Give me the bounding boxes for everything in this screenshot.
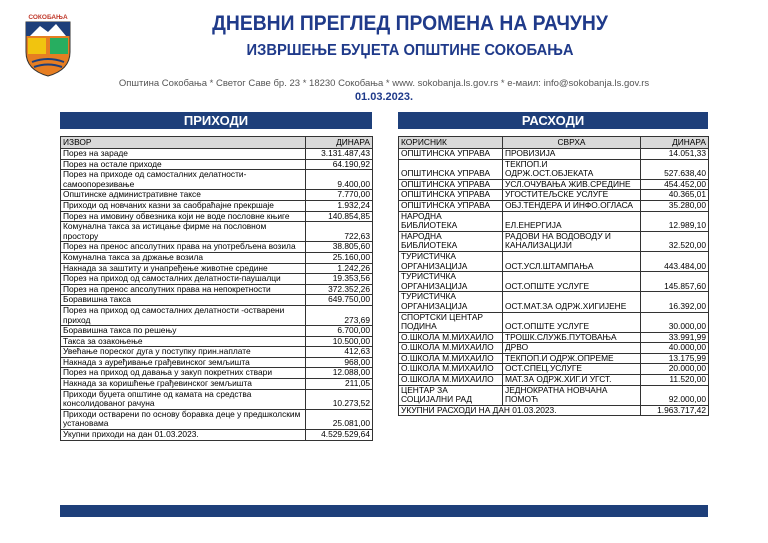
table-row [61, 347, 373, 358]
expense-user-cell: СПОРТСКИ ЦЕНТАР ПОДИНА [399, 312, 503, 332]
expense-user-cell: О.ШКОЛА М.МИХАИЛО [399, 364, 503, 375]
table-row [61, 284, 373, 295]
table-row [399, 332, 709, 343]
expense-amount-cell: 20.000,00 [641, 364, 709, 375]
expense-amount-cell: 14.051,33 [641, 149, 709, 160]
table-row [399, 272, 709, 292]
income-source-cell: Порез на приход од самосталних делатности -остварени приход [61, 305, 306, 325]
table-row [399, 312, 709, 332]
income-source-cell: Боравишна такса по решењу [61, 326, 306, 337]
income-total-row [61, 430, 373, 441]
table-row [399, 231, 709, 251]
income-source-cell: Комунална такса за држање возила [61, 252, 306, 263]
expense-amount-cell: 32.520,00 [641, 231, 709, 251]
expense-amount-cell: 16.392,00 [641, 292, 709, 312]
table-row [61, 368, 373, 379]
income-source-cell: Накнада за коришћење грађевинског земљишта [61, 379, 306, 390]
table-row [399, 343, 709, 354]
income-source-cell: Порез на приход од давања у закуп покретних ствари [61, 368, 306, 379]
expense-user-cell: ОПШТИНСКА УПРАВА [399, 149, 503, 160]
expense-purpose-cell: ОБЈ.ТЕНДЕРА И ИНФО.ОГЛАСА [503, 200, 641, 211]
income-source-cell: Приходи остварени по основу боравка деце у предшколским установама [61, 409, 306, 429]
table-row [61, 242, 373, 253]
expense-amount-cell: 92.000,00 [641, 385, 709, 405]
expense-purpose-cell: ОСТ.ОПШТЕ УСЛУГЕ [503, 272, 641, 292]
table-row [399, 385, 709, 405]
income-source-cell: Укупни приходи на дан 01.03.2023. [61, 430, 306, 441]
footer-bar [60, 505, 708, 517]
table-row [61, 263, 373, 274]
table-row [399, 149, 709, 160]
table-row [61, 305, 373, 325]
expense-user-cell: О.ШКОЛА М.МИХАИЛО [399, 375, 503, 386]
expense-amount-cell: 145.857,60 [641, 272, 709, 292]
table-row [61, 149, 373, 160]
income-table [60, 136, 373, 441]
table-row [399, 353, 709, 364]
table-row [61, 159, 373, 170]
income-source-cell: Приходи од новчаних казни за саобраћајне прекршаје [61, 200, 306, 211]
expense-table [398, 136, 709, 416]
contact-line: Општина Сокобања * Светог Саве бр. 23 * 18230 Сокобања * www. sokobanja.ls.gov.rs * е-маил: info@sokobanja.ls.gov.rs [118, 78, 650, 89]
income-amount-cell: 10.500,00 [306, 336, 373, 347]
expense-purpose-cell: ТЕКПОП.И ОДРЖ.ОСТ.ОБЈЕКАТА [503, 159, 641, 179]
expense-total-amount: 1.963.717,42 [641, 405, 709, 416]
expense-total-row [399, 405, 709, 416]
income-amount-cell: 140.854,85 [306, 211, 373, 222]
expense-user-cell: О.ШКОЛА М.МИХАИЛО [399, 332, 503, 343]
coat-of-arms-icon [22, 12, 74, 78]
table-row [61, 357, 373, 368]
expense-amount-cell: 12.989,10 [641, 211, 709, 231]
income-amount-cell: 64.190,92 [306, 159, 373, 170]
income-source-cell: Порез на имовину обвезника који не воде пословне књиге [61, 211, 306, 222]
table-row [399, 375, 709, 386]
income-amount-cell: 10.273,52 [306, 389, 373, 409]
income-source-cell: Увећање пореског дуга у поступку прин.наплате [61, 347, 306, 358]
income-amount-cell: 1.932,24 [306, 200, 373, 211]
income-source-cell: Порез на приход од самосталних делатности-паушалци [61, 274, 306, 285]
expense-user-cell: ТУРИСТИЧКА ОРГАНИЗАЦИЈА [399, 272, 503, 292]
expense-col-user: КОРИСНИК [399, 137, 503, 149]
income-source-cell: Порез на пренос апсолутних права на употребљена возила [61, 242, 306, 253]
expense-user-cell: ЦЕНТАР ЗА СОЦИЈАЛНИ РАД [399, 385, 503, 405]
expense-amount-cell: 35.280,00 [641, 200, 709, 211]
income-source-cell: Боравишна такса [61, 295, 306, 306]
income-amount-cell: 412,63 [306, 347, 373, 358]
expense-purpose-cell: ПРОВИЗИЈА [503, 149, 641, 160]
expense-purpose-cell: МАТ.ЗА ОДРЖ.ХИГ.И УГСТ. [503, 375, 641, 386]
income-amount-cell: 1.242,26 [306, 263, 373, 274]
expense-col-purpose: СВРХА [503, 137, 641, 149]
municipality-logo [22, 12, 74, 78]
income-source-cell: Порез на приходе од самосталних делатности-самоопорезивање [61, 170, 306, 190]
income-source-cell: Комунална такса за истицање фирме на пословном простору [61, 222, 306, 242]
expense-amount-cell: 454.452,00 [641, 179, 709, 190]
expense-user-cell: О.ШКОЛА М.МИХАИЛО [399, 353, 503, 364]
expense-user-cell: НАРОДНА БИБЛИОТЕКА [399, 231, 503, 251]
expense-purpose-cell: ЕЛ.ЕНЕРГИЈА [503, 211, 641, 231]
expense-col-amount: ДИНАРА [641, 137, 709, 149]
expense-purpose-cell: ЈЕДНОКРАТНА НОВЧАНА ПОМОЋ [503, 385, 641, 405]
expense-user-cell: ОПШТИНСКА УПРАВА [399, 200, 503, 211]
logo-text: СОКОБАЊА [28, 14, 68, 21]
income-source-cell: Порез на остале приходе [61, 159, 306, 170]
income-col-amount: ДИНАРА [306, 137, 373, 149]
income-source-cell: Накнада за заштиту и унапређење животне средине [61, 263, 306, 274]
income-source-cell: Приходи буџета општине од камата на средства консолидованог рачуна [61, 389, 306, 409]
expense-amount-cell: 11.520,00 [641, 375, 709, 386]
expense-user-cell: ОПШТИНСКА УПРАВА [399, 159, 503, 179]
table-row [399, 179, 709, 190]
page-title: ДНЕВНИ ПРЕГЛЕД ПРОМЕНА НА РАЧУНУ [212, 12, 608, 35]
income-amount-cell: 12.088,00 [306, 368, 373, 379]
expense-purpose-cell: ОСТ.ОПШТЕ УСЛУГЕ [503, 312, 641, 332]
expense-purpose-cell: УСЛ.ОЧУВАЊА ЖИВ.СРЕДИНЕ [503, 179, 641, 190]
expense-purpose-cell: РАДОВИ НА ВОДОВОДУ И КАНАЛИЗАЦИЈИ [503, 231, 641, 251]
income-amount-cell: 968,00 [306, 357, 373, 368]
income-amount-cell: 3.131.487,43 [306, 149, 373, 160]
table-row [61, 389, 373, 409]
expense-purpose-cell: УГОСТИТЕЉСКЕ УСЛУГЕ [503, 190, 641, 201]
table-row [399, 159, 709, 179]
table-row [61, 379, 373, 390]
income-source-cell: Порез на зараде [61, 149, 306, 160]
table-row [399, 200, 709, 211]
expense-purpose-cell: ТРОШК.СЛУЖБ.ПУТОВАЊА [503, 332, 641, 343]
table-row [399, 190, 709, 201]
report-date: 01.03.2023. [354, 91, 414, 103]
income-amount-cell: 372.352,26 [306, 284, 373, 295]
income-amount-cell: 9.400,00 [306, 170, 373, 190]
income-amount-cell: 722,63 [306, 222, 373, 242]
expense-user-cell: ТУРИСТИЧКА ОРГАНИЗАЦИЈА [399, 292, 503, 312]
table-row [399, 251, 709, 271]
expense-purpose-cell: ДРВО [503, 343, 641, 354]
income-col-source: ИЗВОР [61, 137, 306, 149]
table-row [61, 211, 373, 222]
income-amount-cell: 25.081,00 [306, 409, 373, 429]
page-subtitle: ИЗВРШЕЊЕ БУЏЕТА ОПШТИНЕ СОКОБАЊА [246, 42, 574, 59]
table-row [61, 222, 373, 242]
expense-purpose-cell: ОСТ.СПЕЦ.УСЛУГЕ [503, 364, 641, 375]
expense-user-cell: НАРОДНА БИБЛИОТЕКА [399, 211, 503, 231]
expense-amount-cell: 40.365,01 [641, 190, 709, 201]
income-amount-cell: 649.750,00 [306, 295, 373, 306]
expense-user-cell: ОПШТИНСКА УПРАВА [399, 179, 503, 190]
income-amount-cell: 38.805,60 [306, 242, 373, 253]
table-row [61, 409, 373, 429]
income-amount-cell: 211,05 [306, 379, 373, 390]
expense-user-cell: ОПШТИНСКА УПРАВА [399, 190, 503, 201]
expense-amount-cell: 30.000,00 [641, 312, 709, 332]
table-row [61, 170, 373, 190]
expense-amount-cell: 40.000,00 [641, 343, 709, 354]
income-source-cell: Порез на пренос апсолутних права на непокретности [61, 284, 306, 295]
income-amount-cell: 4.529.529,64 [306, 430, 373, 441]
income-amount-cell: 7.770,00 [306, 190, 373, 201]
expense-purpose-cell: ОСТ.УСЛ.ШТАМПАЊА [503, 251, 641, 271]
table-row [399, 292, 709, 312]
income-amount-cell: 6.700,00 [306, 326, 373, 337]
table-row [61, 252, 373, 263]
table-row [61, 336, 373, 347]
expense-user-cell: О.ШКОЛА М.МИХАИЛО [399, 343, 503, 354]
expense-purpose-cell: ТЕКПОП.И ОДРЖ.ОПРЕМЕ [503, 353, 641, 364]
income-section-header: ПРИХОДИ [60, 112, 372, 129]
table-row [61, 326, 373, 337]
income-amount-cell: 273,69 [306, 305, 373, 325]
table-row [61, 200, 373, 211]
table-row [399, 364, 709, 375]
income-source-cell: Општинске административне таксе [61, 190, 306, 201]
expense-amount-cell: 33.991,99 [641, 332, 709, 343]
table-row [399, 211, 709, 231]
table-row [61, 274, 373, 285]
income-source-cell: Накнада з ауређивање грађевинског земљишта [61, 357, 306, 368]
table-row [61, 190, 373, 201]
income-source-cell: Такса за озакоњење [61, 336, 306, 347]
expense-amount-cell: 443.484,00 [641, 251, 709, 271]
expense-total-label: УКУПНИ РАСХОДИ НА ДАН 01.03.2023. [399, 405, 641, 416]
expense-purpose-cell: ОСТ.МАТ.ЗА ОДРЖ.ХИГИЈЕНЕ [503, 292, 641, 312]
expense-section-header: РАСХОДИ [398, 112, 708, 129]
income-amount-cell: 25.160,00 [306, 252, 373, 263]
expense-amount-cell: 527.638,40 [641, 159, 709, 179]
expense-user-cell: ТУРИСТИЧКА ОРГАНИЗАЦИЈА [399, 251, 503, 271]
table-row [61, 295, 373, 306]
income-amount-cell: 19.353,56 [306, 274, 373, 285]
expense-amount-cell: 13.175,99 [641, 353, 709, 364]
